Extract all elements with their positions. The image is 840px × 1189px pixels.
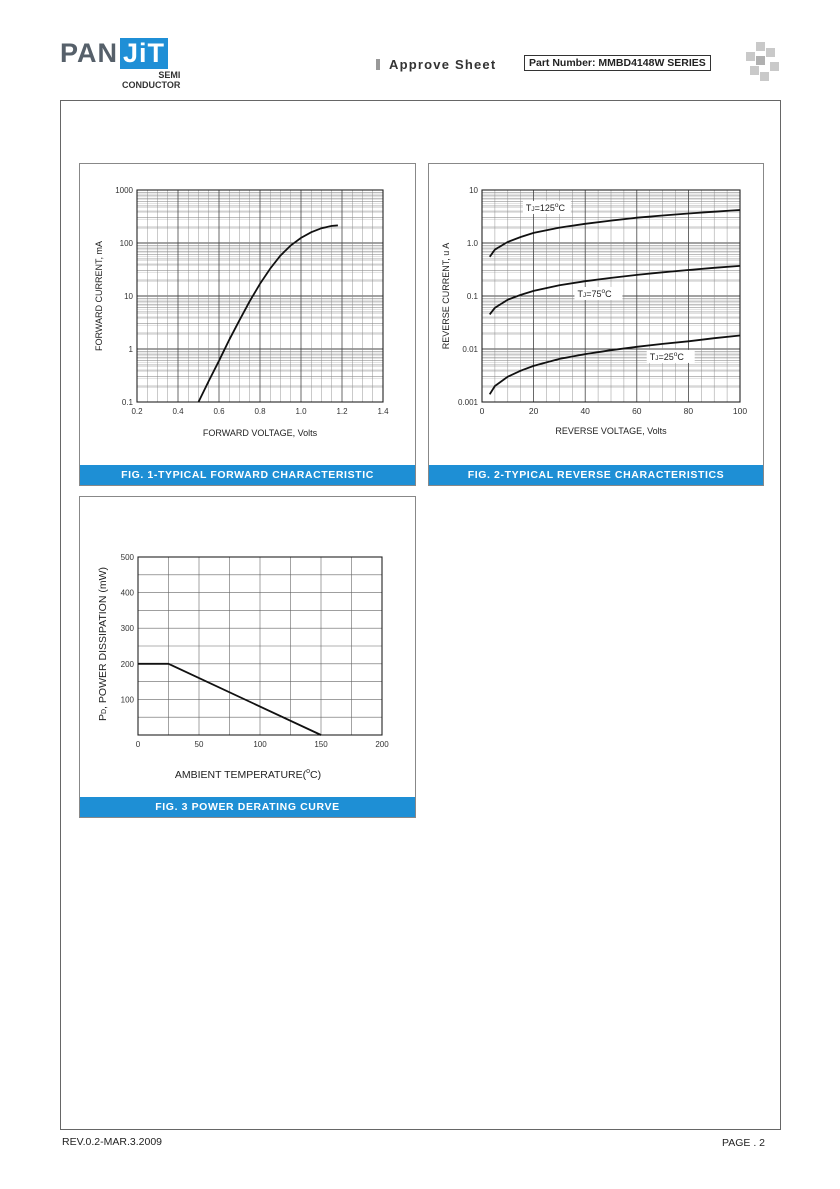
y-tick-label: 10 [124,292,133,301]
title-bar-icon [376,59,380,70]
y-tick-label: 1000 [115,186,133,195]
figure-3-caption: FIG. 3 POWER DERATING CURVE [80,797,415,817]
y-tick-label: 0.01 [462,345,478,354]
figure-1-caption: FIG. 1-TYPICAL FORWARD CHARACTERISTIC [80,465,415,485]
y-tick-label: 1 [128,345,133,354]
x-tick-label: 1.2 [336,407,348,416]
part-number-box: Part Number: MMBD4148W SERIES [524,55,711,71]
figure-1-panel [79,163,416,486]
page-number: PAGE . 2 [722,1137,765,1149]
forward-current-curve [199,225,338,402]
y-tick-label: 100 [120,695,134,705]
y-tick-label: 300 [120,624,134,634]
y-tick-label: 0.1 [466,292,478,301]
reverse-characteristics-chart [429,164,763,464]
logo-wordmark [60,38,168,69]
logo-pan: PAN [60,38,119,68]
x-tick-label: 150 [314,740,328,749]
logo-sub-semi: SEMI [158,70,181,80]
x-tick-label: 1.0 [295,407,307,416]
y-tick-label: 10 [469,186,478,195]
x-tick-label: 0 [135,740,141,749]
power-derating-chart [80,497,415,796]
y-tick-label: 0.001 [457,398,478,407]
x-tick-label: 100 [732,406,748,416]
x-tick-label: 40 [580,406,590,416]
logo-jit: JiT [120,38,168,69]
x-tick-label: 60 [632,406,642,416]
figure-2-panel [428,163,764,486]
x-tick-label: 20 [528,406,539,416]
series-label-1: $TJ=75^oC$ [577,288,612,299]
y-tick-label: 100 [119,239,133,248]
x-axis-label: REVERSE VOLTAGE, Volts [555,426,667,436]
forward-characteristic-chart [80,164,415,464]
x-axis-label: AMBIENT TEMPERATURE($^o$C) [174,768,322,781]
logo-subtitle [122,70,180,90]
x-tick-label: 0.8 [254,407,266,416]
x-tick-label: 80 [683,406,694,416]
y-axis-label: REVERSE CURRENT, u A [441,242,451,350]
x-tick-label: 1.4 [377,407,389,416]
figure-2-caption: FIG. 2-TYPICAL REVERSE CHARACTERISTICS [429,465,763,485]
x-tick-label: 100 [253,740,267,749]
x-tick-label: 0.2 [131,407,143,416]
x-tick-label: 0.6 [213,407,225,416]
series-label-2: $TJ=25^oC$ [649,350,684,362]
y-axis-label: FORWARD CURRENT, mA [94,241,104,351]
x-tick-label: 0 [479,406,485,416]
series-label-0: $TJ=125^oC$ [525,201,566,213]
y-tick-label: 1.0 [466,239,478,248]
x-tick-label: 200 [375,740,389,749]
approve-sheet-text: Approve Sheet [389,57,497,72]
approve-sheet-title [376,57,496,72]
figure-3-panel [79,496,416,818]
y-tick-label: 400 [120,588,134,598]
y-tick-label: 200 [120,659,134,669]
logo-sub-conductor: CONDUCTOR [122,80,181,90]
mosaic-pattern-icon [742,42,782,82]
x-tick-label: 0.4 [172,407,184,416]
x-axis-label: FORWARD VOLTAGE, Volts [202,428,318,438]
y-tick-label: 0.1 [121,398,133,407]
x-tick-label: 50 [194,740,204,749]
y-axis-label: PD, POWER DISSIPATION (mW) [97,566,109,722]
panjit-logo [60,38,190,88]
y-tick-label: 500 [120,553,134,562]
revision-text: REV.0.2-MAR.3.2009 [62,1136,163,1148]
